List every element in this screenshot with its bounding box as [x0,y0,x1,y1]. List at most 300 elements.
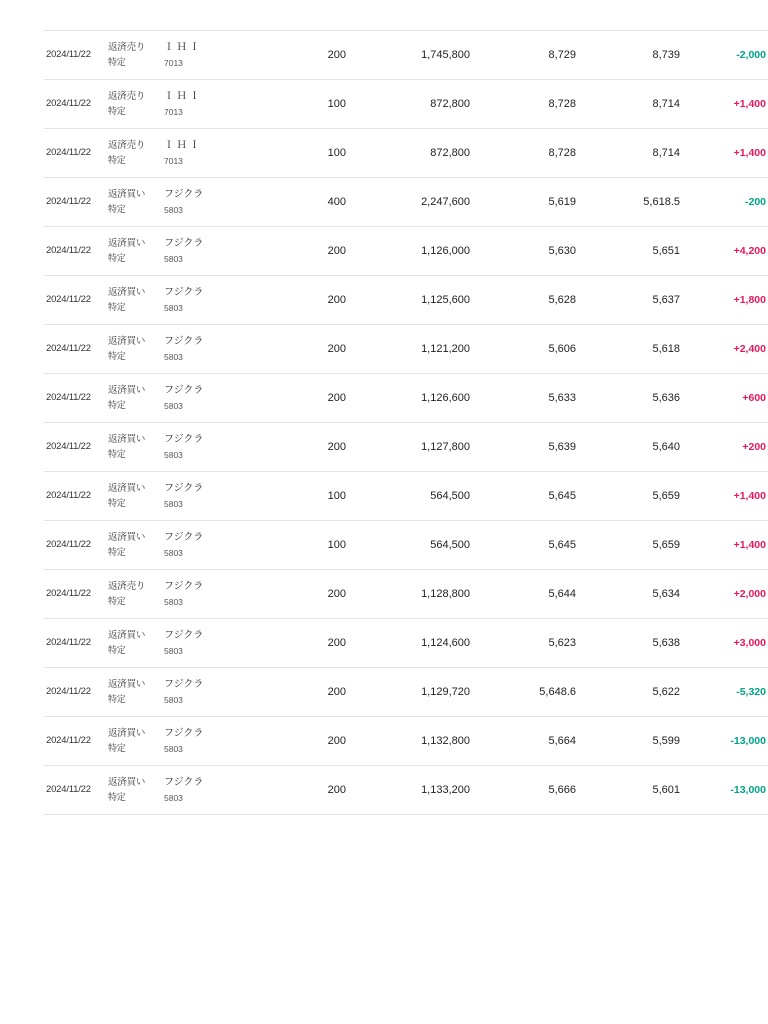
cell-type [108,31,164,80]
cell-type [108,619,164,668]
execution-price-value: 5,645 [548,538,576,551]
cell-average-price [596,619,700,668]
issue-code: 5803 [164,792,183,803]
table-row[interactable] [44,521,768,570]
cell-date [44,276,108,325]
account-type: 特定 [108,743,126,754]
average-price-value: 8,739 [652,48,680,61]
trade-history-body [44,31,768,815]
amount-value: 872,800 [430,146,470,159]
cell-execution-price [492,227,596,276]
issue-code: 5803 [164,253,183,264]
cell-profit-loss [700,31,768,80]
trade-date: 2024/11/22 [46,147,91,159]
trade-date: 2024/11/22 [46,245,91,257]
cell-execution-price [492,31,596,80]
cell-average-price [596,570,700,619]
table-row[interactable] [44,668,768,717]
average-price-value: 5,601 [652,783,680,796]
account-type: 特定 [108,498,126,509]
table-row[interactable] [44,325,768,374]
cell-issue [164,178,256,227]
table-row[interactable] [44,374,768,423]
execution-price-value: 5,664 [548,734,576,747]
amount-value: 564,500 [430,489,470,502]
issue-name: フジクラ [164,287,204,299]
cell-average-price [596,717,700,766]
profit-loss-value: +3,000 [733,636,766,649]
profit-loss-value: -200 [744,195,766,208]
profit-loss-value: +1,400 [733,97,766,110]
account-type: 特定 [108,57,126,68]
cell-type [108,129,164,178]
profit-loss-value: +1,400 [733,146,766,159]
quantity-value: 200 [327,293,346,306]
trade-type: 返済売り [108,139,146,151]
account-type: 特定 [108,400,126,411]
trade-date: 2024/11/22 [46,294,91,306]
cell-date [44,766,108,815]
cell-issue [164,570,256,619]
cell-average-price [596,472,700,521]
cell-issue [164,227,256,276]
cell-profit-loss [700,374,768,423]
issue-name: フジクラ [164,630,204,642]
trade-history-table [44,30,768,815]
quantity-value: 200 [327,587,346,600]
issue-name: フジクラ [164,581,204,593]
cell-issue [164,766,256,815]
issue-code: 7013 [164,106,183,117]
cell-average-price [596,129,700,178]
cell-date [44,570,108,619]
table-row[interactable] [44,717,768,766]
cell-issue [164,521,256,570]
cell-issue [164,129,256,178]
account-type: 特定 [108,596,126,607]
cell-date [44,521,108,570]
execution-price-value: 5,619 [548,195,576,208]
cell-amount [370,80,492,129]
amount-value: 1,128,800 [421,587,470,600]
cell-profit-loss [700,570,768,619]
cell-issue [164,325,256,374]
cell-average-price [596,31,700,80]
cell-date [44,80,108,129]
cell-type [108,472,164,521]
issue-name: フジクラ [164,434,204,446]
table-row[interactable] [44,472,768,521]
cell-amount [370,423,492,472]
issue-name: Ｉ Ｈ Ｉ [164,140,200,152]
cell-type [108,423,164,472]
cell-amount [370,178,492,227]
quantity-value: 400 [327,195,346,208]
account-type: 特定 [108,694,126,705]
trade-date: 2024/11/22 [46,98,91,110]
cell-quantity [256,570,370,619]
quantity-value: 200 [327,342,346,355]
trade-date: 2024/11/22 [46,686,91,698]
cell-amount [370,227,492,276]
cell-issue [164,619,256,668]
cell-amount [370,717,492,766]
average-price-value: 5,638 [652,636,680,649]
amount-value: 1,125,600 [421,293,470,306]
execution-price-value: 5,630 [548,244,576,257]
amount-value: 564,500 [430,538,470,551]
cell-quantity [256,227,370,276]
cell-average-price [596,227,700,276]
cell-amount [370,129,492,178]
issue-code: 5803 [164,204,183,215]
execution-price-value: 8,728 [548,146,576,159]
cell-issue [164,668,256,717]
cell-execution-price [492,619,596,668]
quantity-value: 200 [327,244,346,257]
average-price-value: 5,599 [652,734,680,747]
trade-date: 2024/11/22 [46,343,91,355]
average-price-value: 5,636 [652,391,680,404]
cell-type [108,80,164,129]
amount-value: 1,132,800 [421,734,470,747]
cell-amount [370,766,492,815]
amount-value: 2,247,600 [421,195,470,208]
issue-code: 5803 [164,498,183,509]
cell-date [44,668,108,717]
trade-type: 返済買い [108,188,146,200]
average-price-value: 5,640 [652,440,680,453]
trade-type: 返済売り [108,90,146,102]
issue-name: Ｉ Ｈ Ｉ [164,91,200,103]
issue-name: フジクラ [164,238,204,250]
amount-value: 1,126,600 [421,391,470,404]
account-type: 特定 [108,792,126,803]
cell-quantity [256,521,370,570]
amount-value: 1,745,800 [421,48,470,61]
cell-quantity [256,276,370,325]
trade-date: 2024/11/22 [46,539,91,551]
issue-code: 5803 [164,449,183,460]
amount-value: 1,121,200 [421,342,470,355]
cell-date [44,31,108,80]
table-row[interactable] [44,766,768,815]
cell-quantity [256,178,370,227]
execution-price-value: 5,666 [548,783,576,796]
cell-profit-loss [700,276,768,325]
cell-amount [370,521,492,570]
amount-value: 1,129,720 [421,685,470,698]
trade-date: 2024/11/22 [46,637,91,649]
execution-price-value: 5,633 [548,391,576,404]
cell-profit-loss [700,227,768,276]
issue-code: 7013 [164,57,183,68]
trade-date: 2024/11/22 [46,49,91,61]
cell-type [108,325,164,374]
account-type: 特定 [108,204,126,215]
profit-loss-value: -2,000 [736,48,766,61]
average-price-value: 5,618.5 [643,195,680,208]
cell-amount [370,472,492,521]
average-price-value: 5,651 [652,244,680,257]
cell-issue [164,717,256,766]
amount-value: 1,124,600 [421,636,470,649]
cell-issue [164,80,256,129]
cell-execution-price [492,129,596,178]
profit-loss-value: +2,400 [733,342,766,355]
cell-type [108,717,164,766]
cell-quantity [256,129,370,178]
cell-average-price [596,276,700,325]
cell-issue [164,276,256,325]
average-price-value: 8,714 [652,97,680,110]
cell-execution-price [492,570,596,619]
cell-date [44,374,108,423]
cell-quantity [256,31,370,80]
trade-type: 返済買い [108,433,146,445]
execution-price-value: 5,623 [548,636,576,649]
issue-name: フジクラ [164,679,204,691]
issue-name: フジクラ [164,385,204,397]
table-row[interactable] [44,276,768,325]
quantity-value: 200 [327,391,346,404]
cell-amount [370,570,492,619]
table-row[interactable] [44,80,768,129]
trade-type: 返済買い [108,727,146,739]
cell-quantity [256,717,370,766]
issue-code: 7013 [164,155,183,166]
quantity-value: 200 [327,636,346,649]
cell-execution-price [492,472,596,521]
cell-profit-loss [700,717,768,766]
issue-name: フジクラ [164,728,204,740]
cell-issue [164,374,256,423]
cell-average-price [596,178,700,227]
issue-code: 5803 [164,694,183,705]
issue-code: 5803 [164,743,183,754]
issue-code: 5803 [164,645,183,656]
profit-loss-value: +200 [742,440,766,453]
quantity-value: 200 [327,685,346,698]
account-type: 特定 [108,449,126,460]
quantity-value: 200 [327,783,346,796]
cell-average-price [596,80,700,129]
average-price-value: 5,634 [652,587,680,600]
cell-quantity [256,325,370,374]
average-price-value: 8,714 [652,146,680,159]
trade-type: 返済買い [108,335,146,347]
table-row[interactable] [44,178,768,227]
cell-date [44,717,108,766]
quantity-value: 200 [327,48,346,61]
issue-code: 5803 [164,400,183,411]
issue-code: 5803 [164,302,183,313]
cell-amount [370,374,492,423]
table-row[interactable] [44,570,768,619]
profit-loss-value: +2,000 [733,587,766,600]
table-row[interactable] [44,619,768,668]
cell-type [108,570,164,619]
account-type: 特定 [108,645,126,656]
cell-profit-loss [700,766,768,815]
quantity-value: 200 [327,734,346,747]
quantity-value: 100 [327,146,346,159]
cell-execution-price [492,521,596,570]
trade-date: 2024/11/22 [46,392,91,404]
cell-average-price [596,766,700,815]
trade-type: 返済買い [108,776,146,788]
cell-quantity [256,619,370,668]
cell-execution-price [492,423,596,472]
issue-code: 5803 [164,596,183,607]
execution-price-value: 8,729 [548,48,576,61]
cell-date [44,129,108,178]
cell-date [44,178,108,227]
trade-type: 返済買い [108,678,146,690]
trade-type: 返済買い [108,384,146,396]
trade-date: 2024/11/22 [46,441,91,453]
trade-date: 2024/11/22 [46,196,91,208]
trade-date: 2024/11/22 [46,735,91,747]
cell-execution-price [492,766,596,815]
amount-value: 1,133,200 [421,783,470,796]
issue-code: 5803 [164,547,183,558]
cell-type [108,374,164,423]
cell-quantity [256,668,370,717]
cell-profit-loss [700,619,768,668]
trade-type: 返済売り [108,41,146,53]
cell-amount [370,276,492,325]
execution-price-value: 5,645 [548,489,576,502]
profit-loss-value: +1,800 [733,293,766,306]
cell-profit-loss [700,423,768,472]
cell-average-price [596,668,700,717]
cell-type [108,766,164,815]
quantity-value: 100 [327,97,346,110]
account-type: 特定 [108,253,126,264]
profit-loss-value: +1,400 [733,538,766,551]
cell-issue [164,31,256,80]
cell-execution-price [492,178,596,227]
profit-loss-value: -13,000 [730,734,766,747]
cell-amount [370,325,492,374]
cell-date [44,423,108,472]
issue-name: Ｉ Ｈ Ｉ [164,42,200,54]
cell-profit-loss [700,325,768,374]
execution-price-value: 5,639 [548,440,576,453]
execution-price-value: 5,606 [548,342,576,355]
cell-date [44,325,108,374]
account-type: 特定 [108,106,126,117]
trade-date: 2024/11/22 [46,588,91,600]
quantity-value: 100 [327,538,346,551]
execution-price-value: 5,648.6 [539,685,576,698]
average-price-value: 5,622 [652,685,680,698]
cell-execution-price [492,276,596,325]
cell-issue [164,423,256,472]
cell-amount [370,668,492,717]
cell-average-price [596,423,700,472]
profit-loss-value: -13,000 [730,783,766,796]
profit-loss-value: +600 [742,391,766,404]
table-row[interactable] [44,423,768,472]
account-type: 特定 [108,302,126,313]
cell-profit-loss [700,521,768,570]
cell-execution-price [492,668,596,717]
cell-amount [370,619,492,668]
average-price-value: 5,659 [652,489,680,502]
execution-price-value: 8,728 [548,97,576,110]
average-price-value: 5,637 [652,293,680,306]
amount-value: 872,800 [430,97,470,110]
cell-execution-price [492,325,596,374]
cell-execution-price [492,717,596,766]
execution-price-value: 5,644 [548,587,576,600]
cell-quantity [256,80,370,129]
trade-type: 返済買い [108,482,146,494]
trade-type: 返済買い [108,286,146,298]
trade-type: 返済買い [108,629,146,641]
table-row[interactable] [44,227,768,276]
cell-date [44,619,108,668]
profit-loss-value: +1,400 [733,489,766,502]
profit-loss-value: -5,320 [736,685,766,698]
trade-date: 2024/11/22 [46,490,91,502]
cell-average-price [596,521,700,570]
cell-type [108,178,164,227]
cell-issue [164,472,256,521]
issue-code: 5803 [164,351,183,362]
cell-quantity [256,374,370,423]
cell-quantity [256,766,370,815]
cell-profit-loss [700,129,768,178]
issue-name: フジクラ [164,189,204,201]
amount-value: 1,126,000 [421,244,470,257]
cell-quantity [256,472,370,521]
issue-name: フジクラ [164,483,204,495]
account-type: 特定 [108,351,126,362]
cell-profit-loss [700,178,768,227]
cell-average-price [596,325,700,374]
table-row[interactable] [44,129,768,178]
cell-profit-loss [700,80,768,129]
cell-type [108,668,164,717]
trade-date: 2024/11/22 [46,784,91,796]
account-type: 特定 [108,547,126,558]
average-price-value: 5,659 [652,538,680,551]
trade-type: 返済買い [108,531,146,543]
cell-quantity [256,423,370,472]
profit-loss-value: +4,200 [733,244,766,257]
issue-name: フジクラ [164,532,204,544]
quantity-value: 200 [327,440,346,453]
trade-type: 返済買い [108,237,146,249]
cell-amount [370,31,492,80]
quantity-value: 100 [327,489,346,502]
cell-type [108,276,164,325]
cell-execution-price [492,80,596,129]
cell-type [108,227,164,276]
trade-type: 返済売り [108,580,146,592]
execution-price-value: 5,628 [548,293,576,306]
table-row[interactable] [44,31,768,80]
cell-average-price [596,374,700,423]
cell-date [44,227,108,276]
issue-name: フジクラ [164,777,204,789]
issue-name: フジクラ [164,336,204,348]
cell-date [44,472,108,521]
cell-profit-loss [700,668,768,717]
